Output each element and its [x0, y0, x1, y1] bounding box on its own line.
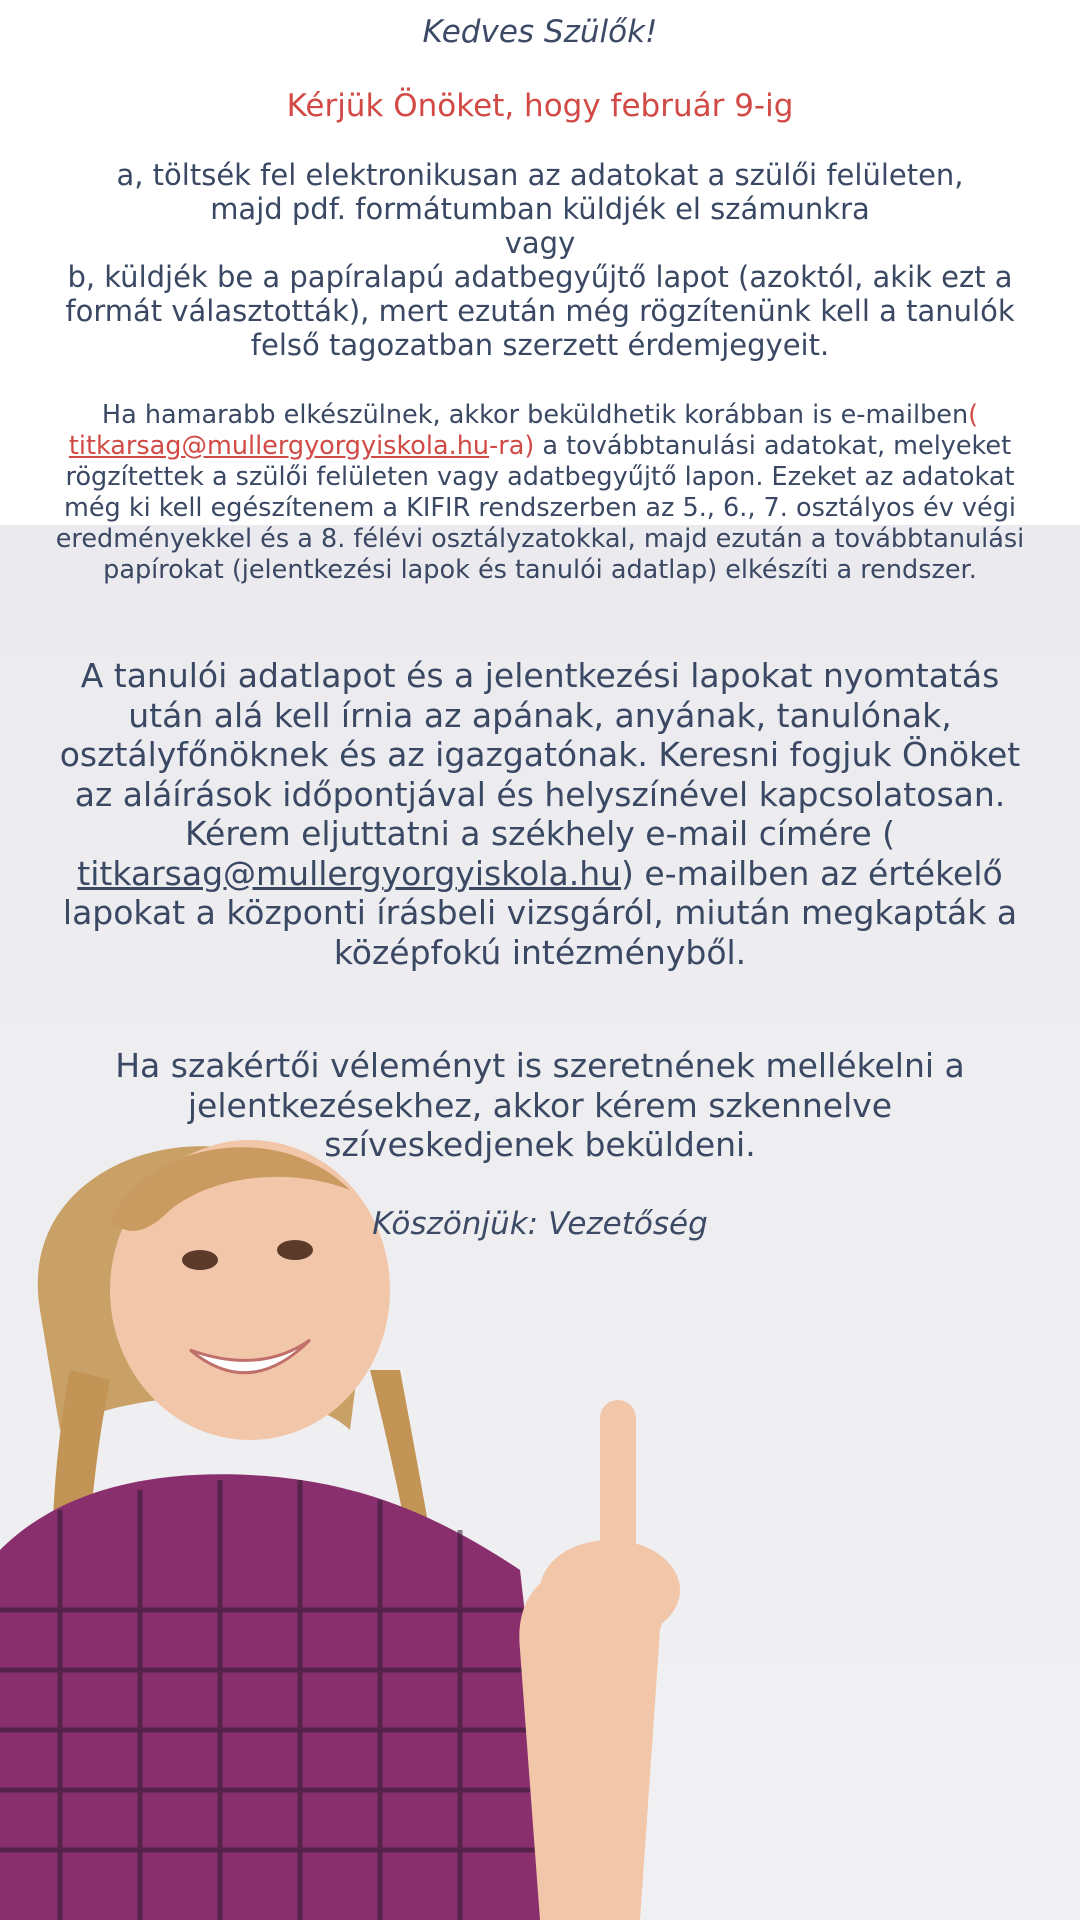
greeting: Kedves Szülők! — [422, 14, 658, 50]
email-paragraph — [50, 400, 1030, 586]
office-email-link[interactable]: titkarsag@mullergyorgyiskola.hu — [77, 853, 622, 893]
girl-pointing-photo — [0, 1130, 720, 1920]
or-word: vagy — [504, 226, 576, 260]
signature-paragraph-end: ) e-mailben az értékelő lapokat a központi írásbeli vizsgáról, miután megkapták a középfokú intézményből. — [62, 853, 1018, 972]
email-paragraph-body: a továbbtanulási adatokat, melyeket rögzítettek a szülői felületen vagy adatbegyűjtő lapon. Ezeket az adatokat még ki kell egészítenem a KIFIR rendszerben az 5., 6., 7. osztályos év végi eredményekkel és a 8. félévi osztályzatokkal, majd ezután a továbbtanulási papírokat (jelentkezési lapok és tanulói adatlap) elkészíti a rendszer. — [55, 431, 1025, 585]
option-a-line2: majd pdf. formátumban küldjék el számunkra — [210, 192, 870, 226]
email-suffix: -ra) — [489, 431, 535, 461]
signature-paragraph-intro: A tanulói adatlapot és a jelentkezési lapokat nyomtatás után alá kell írnia az apának, anyának, tanulónak, osztályfőnöknek és az igazgatónak. Keresni fogjuk Önöket az aláírások időpontjával és helyszínével kapcsolatosan. Kérem eljuttatni a székhely e-mail címére ( — [59, 656, 1021, 853]
expert-opinion-paragraph: Ha szakértői véleményt is szeretnének mellékelni a jelentkezésekhez, akkor kérem szkennelve szíveskedjenek beküldeni. — [115, 1046, 965, 1164]
option-a-line1: a, töltsék fel elektronikusan az adatokat a szülői felületen, — [116, 158, 964, 192]
option-b: b, küldjék be a papíralapú adatbegyűjtő lapot (azoktól, akik ezt a formát választották), mert ezután még rögzítenünk kell a tanulók felső tagozatban szerzett érdemjegyeit. — [65, 260, 1015, 362]
request-deadline: Kérjük Önöket, hogy február 9-ig — [286, 88, 794, 124]
signature-paragraph — [50, 656, 1030, 972]
paren-open: ( — [968, 400, 979, 430]
email-link[interactable]: titkarsag@mullergyorgyiskola.hu — [68, 431, 490, 461]
email-paragraph-intro: Ha hamarabb elkészülnek, akkor beküldhetik korábban is e-mailben — [101, 400, 969, 430]
instructions-block — [40, 158, 1040, 362]
closing-signature: Köszönjük: Vezetőség — [372, 1206, 708, 1242]
